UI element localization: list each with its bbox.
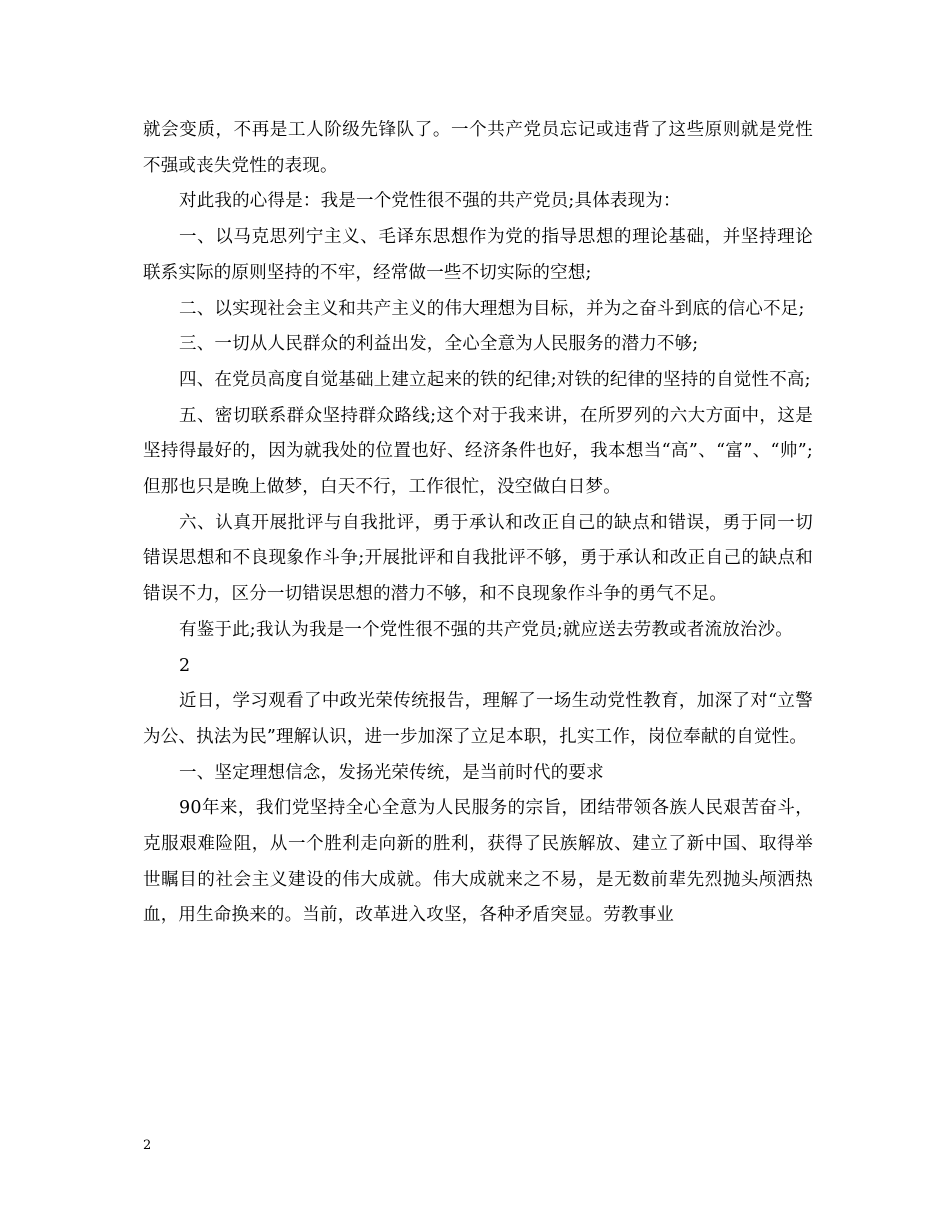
paragraph: 五、密切联系群众坚持群众路线;这个对于我来讲，在所罗列的六大方面中，这是坚持得最好的，因为就我处的位置也好、经济条件也好，我本想当“高”、“富”、“帅”;但那也只是晚上做梦，白天不行，工作很忙，没空做白日梦。: [143, 405, 813, 498]
paragraph: 三、一切从人民群众的利益出发，全心全意为人民服务的潜力不够;: [179, 334, 699, 355]
paragraph: 四、在党员高度自觉基础上建立起来的铁的纪律;对铁的纪律的坚持的自觉性不高;: [179, 369, 811, 390]
document-body: [143, 113, 813, 934]
paragraph: 六、认真开展批评与自我批评，勇于承认和改正自己的缺点和错误，勇于同一切错误思想和不良现象作斗争;开展批评和自我批评不够，勇于承认和改正自己的缺点和错误不力，区分一切错误思想的潜力不够，和不良现象作斗争的勇气不足。: [143, 512, 813, 605]
paragraph: 二、以实现社会主义和共产主义的伟大理想为目标，并为之奋斗到底的信心不足;: [179, 298, 805, 319]
paragraph: 近日，学习观看了中政光荣传统报告，理解了一场生动党性教育，加深了对“立警为公、执法为民”理解认识，进一步加深了立足本职，扎实工作，岗位奉献的自觉性。: [143, 691, 813, 747]
section-number: 2: [179, 655, 191, 676]
paragraph: 一、以马克思列宁主义、毛译东思想作为党的指导思想的理论基础，并坚持理论联系实际的原则坚持的不牢，经常做一些不切实际的空想;: [143, 227, 813, 283]
paragraph: 90年来，我们党坚持全心全意为人民服务的宗旨，团结带领各族人民艰苦奋斗，克服艰难险阻，从一个胜利走向新的胜利，获得了民族解放、建立了新中国、取得举世瞩目的社会主义建设的伟大成就。伟大成就来之不易，是无数前辈先烈抛头颅洒热血，用生命换来的。当前，改革进入攻坚，各种矛盾突显。劳教事业: [143, 798, 813, 926]
paragraph: 就会变质，不再是工人阶级先锋队了。一个共产党员忘记或违背了这些原则就是党性不强或丧失党性的表现。: [143, 120, 813, 176]
paragraph: 对此我的心得是：我是一个党性很不强的共产党员;具体表现为：: [179, 191, 681, 212]
section-heading: 一、坚定理想信念，发扬光荣传统，是当前时代的要求: [179, 762, 604, 783]
page-number: 2: [143, 1138, 152, 1153]
paragraph: 有鉴于此;我认为我是一个党性很不强的共产党员;就应送去劳教或者流放治沙。: [179, 619, 793, 640]
